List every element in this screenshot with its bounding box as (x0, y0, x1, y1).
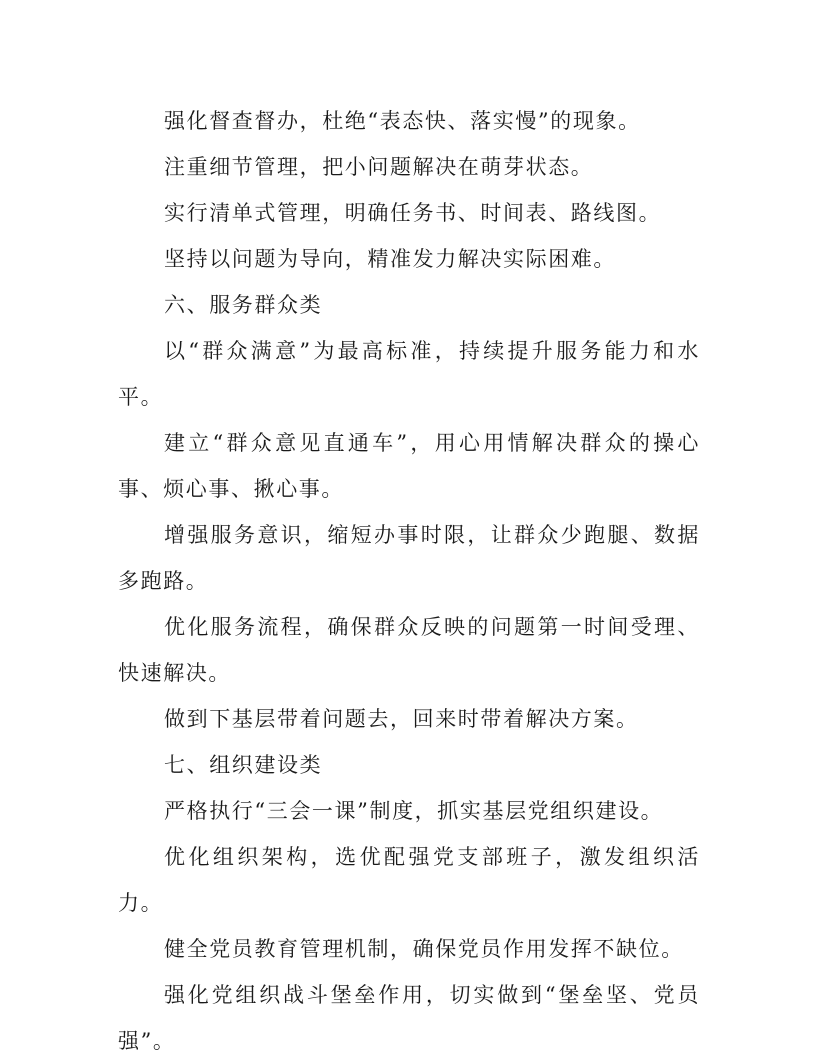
paragraph-organization-structure: 优化组织架构，选优配强党支部班子，激发组织活力。 (118, 845, 700, 915)
paragraph-problem-oriented: 坚持以问题为导向，精准发力解决实际困难。 (164, 247, 616, 271)
paragraph-detail-management: 注重细节管理，把小问题解决在萌芽状态。 (164, 155, 594, 179)
paragraph-service-awareness: 增强服务意识，缩短办事时限，让群众少跑腿、数据多跑路。 (118, 523, 700, 593)
paragraph-member-education: 健全党员教育管理机制，确保党员作用发挥不缺位。 (164, 937, 684, 961)
document-page (118, 98, 700, 1064)
section-heading-serve-masses: 六、服务群众类 (164, 293, 323, 317)
paragraph-fortress-role: 强化党组织战斗堡垒作用，切实做到“堡垒坚、党员强”。 (118, 983, 700, 1053)
paragraph-satisfaction-standard: 以“群众满意”为最高标准，持续提升服务能力和水平。 (118, 339, 700, 409)
paragraph-checklist-management: 实行清单式管理，明确任务书、时间表、路线图。 (164, 201, 662, 225)
paragraph-opinion-channel: 建立“群众意见直通车”，用心用情解决群众的操心事、烦心事、揪心事。 (118, 431, 700, 501)
paragraph-service-process: 优化服务流程，确保群众反映的问题第一时间受理、快速解决。 (118, 615, 700, 685)
section-heading-organization: 七、组织建设类 (164, 753, 323, 777)
paragraph-grassroots-visit: 做到下基层带着问题去，回来时带着解决方案。 (164, 707, 639, 731)
paragraph-three-meetings: 严格执行“三会一课”制度，抓实基层党组织建设。 (164, 799, 664, 823)
paragraph-supervision: 强化督查督办，杜绝“表态快、落实慢”的现象。 (164, 109, 641, 133)
